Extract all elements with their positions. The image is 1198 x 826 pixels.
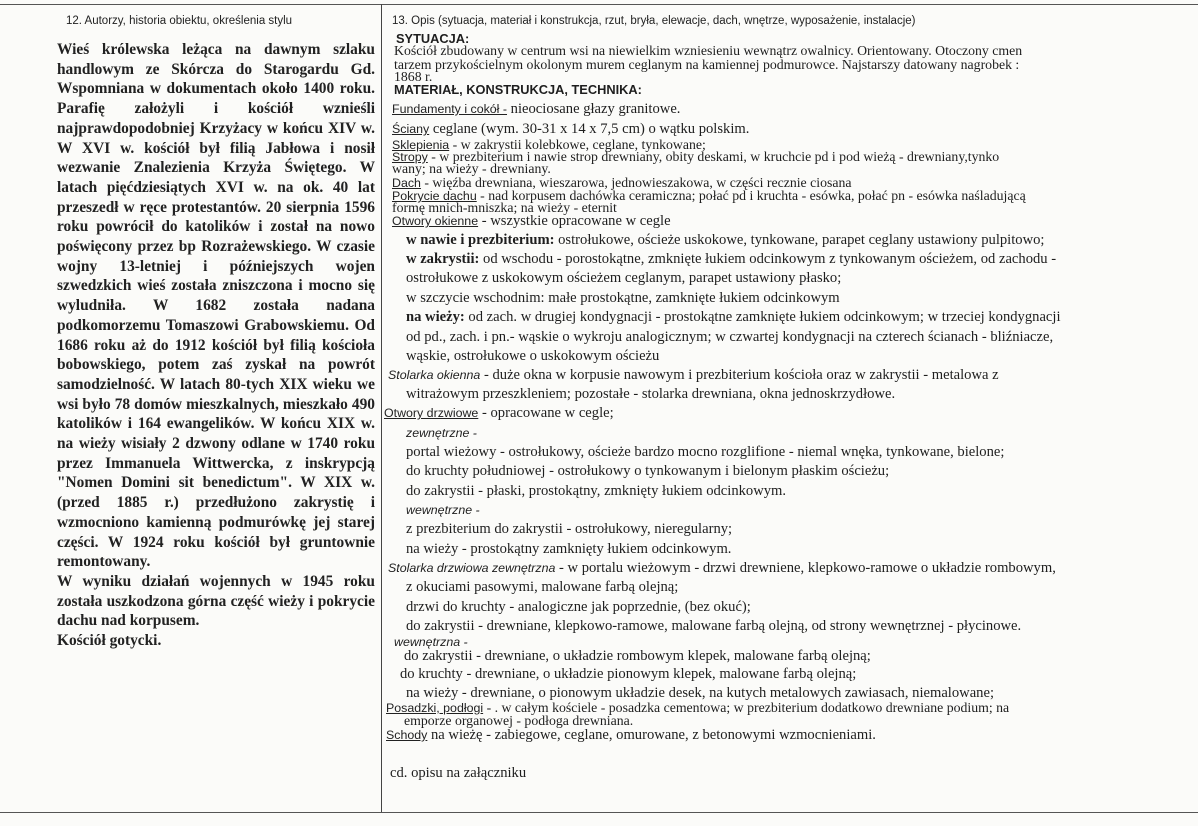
stropy-label: Stropy [392, 150, 428, 164]
zakrystia-text: od wschodu - porostokątne, zmknięte łukiem odcinkowym z tynkowanym ościeżem, od zachodu - [479, 251, 1057, 267]
kruchta-drzwi-line: drzwi do kruchty - analogiczne jak poprzednie, (bez okuć); [406, 599, 751, 615]
otwory-okienne-line [392, 213, 671, 229]
material-heading: MATERIAŁ, KONSTRUKCJA, TECHNIKA: [394, 82, 642, 97]
stolarka-okienna-label: Stolarka okienna [388, 368, 481, 382]
zakrystia-drzwi-2-line: do zakrystii - drewniane, klepkowo-ramowe, malowane farbą olejną, od strony wewnętrznej - płycinowe. [406, 618, 1022, 634]
sciany-label: Ściany [392, 122, 430, 136]
schody-text: na wieżę - zabiegowe, ceglane, omurowane, z betonowymi wzmocnieniami. [427, 727, 876, 743]
nawa-text: ostrołukowe, ościeże uskokowe, tynkowane, parapet ceglany ustawiony pulpitowo; [554, 232, 1045, 248]
fundamenty-line [392, 101, 680, 117]
otwory-drzwiowe-text: - opracowane w cegle; [478, 405, 614, 421]
szczyt-line: w szczycie wschodnim: małe prostokątne, zamknięte łukiem odcinkowym [406, 290, 840, 306]
description-column [384, 28, 1196, 812]
stolarka-okienna-text: - duże okna w korpusie nawowym i prezbiterium kościoła oraz w zakrystii - metalowa z [480, 367, 999, 383]
sciany-text: ceglane (wym. 30-31 x 14 x 7,5 cm) o wątku polskim. [429, 121, 750, 137]
bottom-rule [0, 812, 1198, 813]
fundamenty-text: nieociosane głazy granitowe. [507, 101, 681, 117]
prezbiterium-zakrystia-line: z prezbiterium do zakrystii - ostrołukowy, nieregularny; [406, 521, 733, 537]
posadzki-text: - . w całym kościele - posadzka cementowa; w prezbiterium dodatkowo drewniane podium; na [483, 700, 1010, 715]
wieza-label: na wieży: [406, 309, 465, 325]
wieza-line-3: wąskie, ostrołukowe o uskokowym ościeżu [406, 348, 660, 364]
sciany-line [392, 121, 749, 137]
sytuacja-line-2: tarzem przykościelnym okolonym murem ceglanym na kamiennej podmurowce. Najstarszy datowany nagrobek : [394, 57, 1020, 72]
fundamenty-label: Fundamenty i cokół - [392, 102, 508, 116]
nawa-line [406, 232, 1044, 248]
war-damage-paragraph: W wyniku działań wojennych w 1945 roku została uszkodzona górna część wieży i pokrycie dachu nad korpusem. [57, 572, 375, 630]
style-paragraph: Kościół gotycki. [57, 632, 162, 650]
history-paragraph: Wieś królewska leżąca na dawnym szlaku handlowym ze Skórcza do Starogardu Gd. Wspomniana w dokumentach około 1400 roku. Parafię założyli i kościół wznieśli najprawdopodobniej Krzyżacy w końcu XIV w. W XVI w. kościół był filią Jabłowa i nosił wezwanie Znalezienia Krzyża Świętego. W latach pięćdziesiątych XVI w. na ok. 40 lat przeszedł w ręce protestantów. 20 sierpnia 1596 roku powrócił do katolików i został na nowo poświęcony przez bp Rozrażewskiego. W czasie wojny 13-letniej i późniejszych wojen szwedzkich wieś została zniszczona i mocno się wyludniła. W 1682 została nadana podkomorzemu Tomaszowi Grabowskiemu. Od 1686 roku aż do 1912 kościół był filią kościoła bobowskiego, potem zaś zyskał na powrót samodzielność. W latach 80-tych XIX wieku we wsi było 78 domów mieszkalnych, mieszkało 490 katolików i 164 ewangelików. W końcu XIX w. na wieży wisiały 2 dzwony odlane w 1740 roku przez Immanuela Wittwercka, z inskrypcją "Nomen Domini sit benedictum". W XIX w. (przed 1885 r.) przedłużono zakrystię i wzmocniono kamienną podmurówkę jej starej części. W 1924 roku kościół był gruntownie remontowany. [57, 41, 375, 571]
otwory-drzwiowe-label: Otwory drzwiowe [384, 406, 479, 420]
posadzki-line-2: emporze organowej - podłoga drewniana. [404, 713, 634, 728]
schody-label: Schody [386, 728, 428, 742]
top-rule [0, 4, 1198, 5]
stolarka-okienna-line-2: witrażowym przeszkleniem; pozostałe - stolarka drewniana, okna jednoskrzydłowe. [406, 386, 896, 402]
kruchta-line: do kruchty południowej - ostrołukowy o tynkowanym i bielonym płaskim ościeżu; [406, 463, 890, 479]
do-zakrystii-line: do zakrystii - drewniane, o układzie rombowym klepek, malowane farbą olejną; [404, 648, 871, 664]
sytuacja-heading: SYTUACJA: [396, 31, 470, 46]
history-text [57, 40, 375, 651]
na-wiezy-line: na wieży - drewniane, o pionowym układzie desek, na kutych metalowych zawiasach, niemalowane; [406, 685, 994, 701]
sklepienia-label: Sklepienia [392, 138, 450, 152]
portal-line: portal wieżowy - ostrołukowy, ościeże bardzo mocno rozglifione - niemal wnęka, tynkowane, bielone; [406, 444, 1005, 460]
left-column-header: 12. Autorzy, historia obiektu, określenia stylu [66, 15, 293, 27]
column-divider [381, 4, 382, 812]
wewnetrzne-label: wewnętrzne - [406, 503, 480, 517]
pokrycie-label: Pokrycie dachu [392, 189, 477, 203]
sklepienia-text: - w zakrystii kolebkowe, ceglane, tynkowane; [449, 137, 706, 152]
stropy-text: - w prezbiterium i nawie strop drewniany, obity deskami, w kruchcie pd i pod wieżą - drewniany,tynko [427, 149, 1000, 164]
wewnetrzna-label: wewnętrzna - [394, 635, 468, 649]
otwory-okienne-text: - wszystkie opracowane w cegle [478, 213, 671, 229]
otwory-okienne-label: Otwory okienne [392, 214, 479, 228]
stropy-line-2: wany; na wieży - drewniany. [392, 161, 551, 176]
wieza-drzwi-line: na wieży - prostokątny zamknięty łukiem odcinkowym. [406, 541, 732, 557]
pokrycie-line-2: formę mnich-mniszka; na wieży - eternit [392, 200, 617, 215]
posadzki-label: Posadzki, podłogi [386, 701, 484, 715]
wieza-line-2: od pd., zach. i pn.- wąskie o wykroju analogicznym; w czwartej kondygnacji na czterech ścianach - bliźniacze, [406, 329, 1054, 345]
dach-text: - więźba drewniana, wieszarowa, jednowieszakowa, w części recznie ciosana [420, 175, 852, 190]
wieza-text: od zach. w drugiej kondygnacji - prostokątne zamknięte łukiem odcinkowym; w trzeciej kondygnacji [464, 309, 1061, 325]
pokrycie-text: - nad korpusem dachówka ceramiczna; połać pd i kruchta - esówka, połać pn - esówka naśladującą [476, 188, 1026, 203]
stolarka-drzwiowa-text: - w portalu wieżowym - drzwi drewniene, klepkowo-ramowe o układzie rombowym, [555, 560, 1056, 576]
do-kruchty-line: do kruchty - drewniane, o układzie pionowym klepek, malowane farbą olejną; [400, 666, 857, 682]
schody-line [386, 727, 876, 743]
zakrystia-drzwi-line: do zakrystii - płaski, prostokątny, zmknięty łukiem odcinkowym. [406, 483, 787, 499]
nawa-label: w nawie i prezbiterium: [406, 232, 555, 248]
zewnetrzne-label: zewnętrzne - [406, 426, 477, 440]
dach-label: Dach [392, 176, 421, 190]
okucia-line: z okuciami pasowymi, malowane farbą olejną; [406, 579, 679, 595]
stolarka-drzwiowa-line [388, 560, 1056, 576]
stolarka-okienna-line [388, 367, 999, 383]
sytuacja-line-3: 1868 r. [394, 69, 433, 84]
stolarka-drzwiowa-label: Stolarka drzwiowa zewnętrzna [388, 561, 556, 575]
zakrystia-label: w zakrystii: [406, 251, 480, 267]
otwory-drzwiowe-line [384, 405, 614, 421]
zakrystia-line-2: ostrołukowe z uskokowym ościeżem ceglanym, parapet ustawiony płasko; [406, 270, 842, 286]
continuation-note: cd. opisu na załączniku [390, 765, 527, 781]
sytuacja-line-1: Kościół zbudowany w centrum wsi na niewielkim wzniesieniu wewnątrz owalnicy. Orientowany. Otoczony cmen [394, 43, 1023, 58]
zakrystia-line [406, 251, 1056, 267]
wieza-line [406, 309, 1061, 325]
right-column-header: 13. Opis (sytuacja, materiał i konstrukcja, rzut, bryła, elewacje, dach, wnętrze, wyposażenie, instalacje) [392, 15, 916, 27]
